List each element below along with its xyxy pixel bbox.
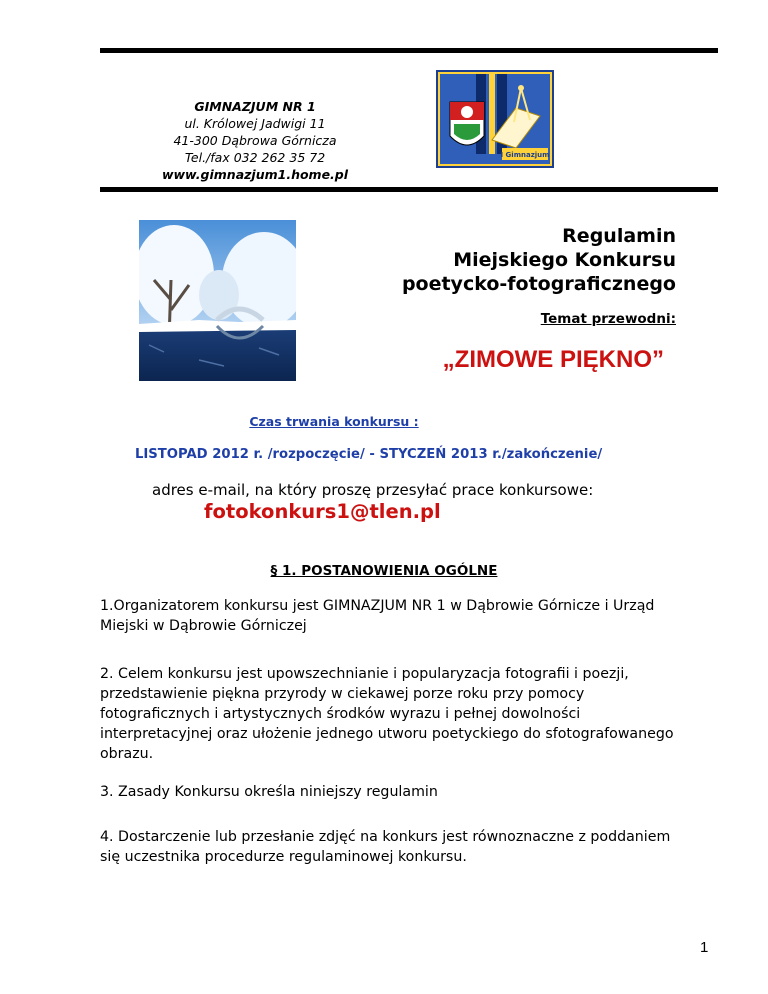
school-address-block [130,98,380,183]
paragraph-3: 3. Zasady Konkursu określa niniejszy regulamin [100,784,438,800]
school-city: 41-300 Dąbrowa Górnicza [173,133,337,148]
document-title [360,224,676,296]
logo-text: I Gimnazjum [500,151,550,159]
school-street: ul. Królowej Jadwigi 11 [184,116,326,131]
theme-label: Temat przewodni: [540,311,676,327]
duration-value: LISTOPAD 2012 r. /rozpoczęcie/ - STYCZEŃ 2013 r./zakończenie/ [135,447,603,462]
school-name: GIMNAZJUM NR 1 [194,99,316,114]
theme-title: „ZIMOWE PIĘKNO” [442,346,664,373]
header-divider-rule [100,187,718,192]
paragraph-1: 1.Organizatorem konkursu jest GIMNAZJUM NR 1 w Dąbrowie Górnicze i Urząd Miejski w Dąbrowie Górniczej [100,598,655,634]
email-note: adres e-mail, na który proszę przesyłać prace konkursowe: [152,481,594,499]
school-phone: Tel./fax 032 262 35 72 [184,150,326,165]
school-website: www.gimnazjum1.home.pl [161,167,349,182]
top-rule [100,48,718,53]
winter-bridge-photo [139,220,296,381]
contest-email[interactable]: fotokonkurs1@tlen.pl [204,500,441,523]
school-logo [436,70,554,168]
title-line-2: Miejskiego Konkursu [453,249,676,271]
page-number: 1 [700,939,709,956]
duration-label: Czas trwania konkursu : [249,414,419,429]
paragraph-4: 4. Dostarczenie lub przesłanie zdjęć na konkurs jest równoznaczne z poddaniem się uczestnika procedurze regulaminowej konkursu. [100,829,671,865]
paragraph-2: 2. Celem konkursu jest upowszechnianie i popularyzacja fotografii i poezji, przedstawienie piękna przyrody w ciekawej porze roku przy pomocy fotograficznych i artystycznych środków wyrazu i pełnej dowolności interpretacyjnej oraz ułożenie jednego utworu poetyckiego do sfotografowanego obrazu. [100,666,674,762]
title-line-1: Regulamin [562,225,676,247]
title-line-3: poetycko-fotograficznego [401,273,676,295]
section-heading: § 1. POSTANOWIENIA OGÓLNE [270,563,498,579]
